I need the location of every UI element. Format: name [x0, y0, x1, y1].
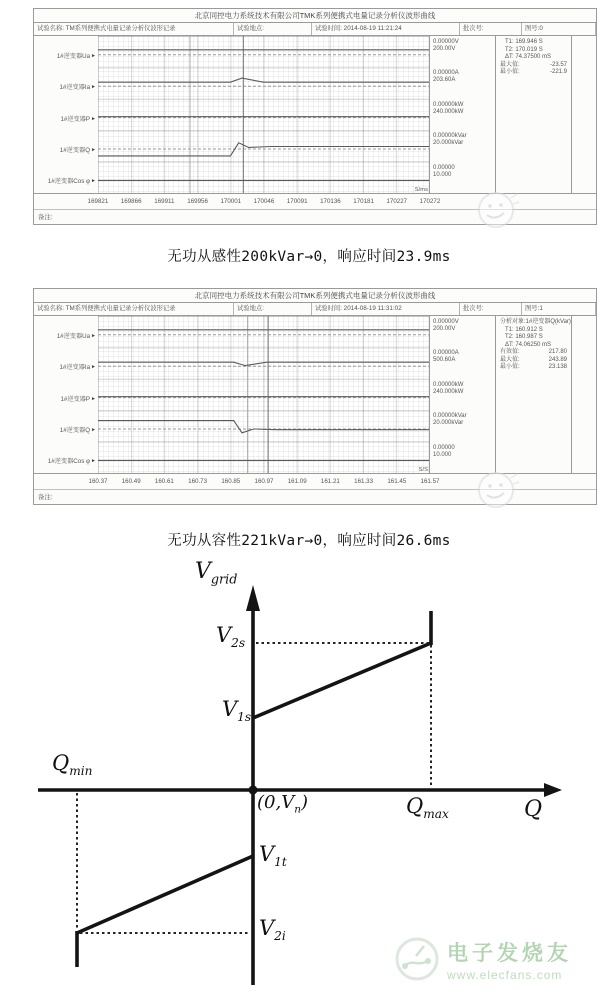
- x-tick: 161.57: [420, 478, 440, 485]
- x-tick: 160.85: [221, 478, 241, 485]
- q-axis-arrow-icon: [544, 783, 562, 797]
- note-row: 备注:: [38, 214, 53, 221]
- chart-info-row: [34, 23, 596, 36]
- analysis-time-line: ΔT: 74.06250 mS: [505, 341, 552, 348]
- x-tick: 160.49: [121, 478, 141, 485]
- channel-scales: [430, 36, 496, 193]
- x-tick: 160.73: [188, 478, 208, 485]
- label-q-axis: Q: [524, 797, 543, 822]
- vq-droop-diagram: [0, 559, 600, 999]
- waveform-svg: [98, 36, 429, 193]
- channel-label-text: 1#逆变器Q: [59, 427, 91, 434]
- info-cell: 试验地点:: [234, 303, 312, 315]
- channel-scale: [430, 442, 495, 459]
- x-tick: 170136: [320, 198, 341, 205]
- stat-value: 217.80: [548, 349, 567, 355]
- scale-bottom-value: 203.60A: [433, 77, 456, 84]
- analyzer-screenshot-2: [33, 288, 597, 505]
- frame-spacer: [572, 36, 596, 193]
- channel-label-text: 1#逆变器Cos φ: [47, 458, 91, 466]
- trace-2: [98, 78, 429, 82]
- site-watermark: [392, 934, 572, 984]
- scale-bottom-value: 20.000kVar: [433, 420, 464, 427]
- x-tick: 170091: [286, 198, 308, 205]
- channel-label: [59, 362, 96, 371]
- smiley-watermark: [474, 189, 520, 236]
- analysis-time-line: T1: 169.946 S: [505, 39, 543, 45]
- watermark-brand: 电子发烧友: [447, 941, 572, 965]
- channel-label-text: 1#逆变器Q: [59, 147, 91, 154]
- stat-value: 23.138: [548, 364, 567, 370]
- analysis-time-line: T2: 160.987 S: [505, 334, 543, 340]
- analysis-time-line: T2: 170.019 S: [505, 46, 543, 53]
- stat-label: 最大值:: [500, 61, 520, 68]
- trace-marker-icon: ►: [91, 147, 96, 153]
- scale-bottom-value: 200.00V: [433, 326, 456, 332]
- label-v-grid: $V_{grid}$: [195, 559, 238, 588]
- scale-bottom-value: 20.000kVar: [433, 140, 464, 147]
- channel-label: [57, 331, 96, 340]
- stat-label: 最小值:: [500, 364, 520, 370]
- info-cell: 试验名称: TM系列便携式电量记录分析仪波形记录: [34, 23, 234, 35]
- x-tick: 169866: [120, 198, 142, 205]
- stat-label: 最小值:: [500, 69, 520, 75]
- scale-bottom-value: 500.60A: [433, 357, 456, 364]
- smiley-icon: [474, 189, 520, 231]
- channel-scale: [430, 379, 495, 396]
- analysis-stat-row: [500, 364, 568, 372]
- scale-bottom-value: 240.000kW: [433, 388, 464, 395]
- scale-top-value: 0.00000: [433, 444, 455, 451]
- analysis-stat-row: [500, 349, 568, 357]
- channel-labels: [34, 316, 98, 473]
- caption-capacitive: 无功从容性221kVar→0，响应时间26.6ms: [167, 533, 451, 549]
- scale-top-value: 0.00000kVar: [433, 133, 467, 140]
- channel-label: [60, 394, 96, 403]
- scale-top-value: 0.00000kVar: [433, 413, 467, 420]
- x-tick: 161.45: [387, 478, 407, 485]
- analysis-stat-row: [500, 69, 568, 77]
- scale-top-value: 0.00000A: [433, 350, 459, 357]
- info-cell: 试验时间: 2014-08-19 11:31:02: [312, 303, 460, 315]
- x-tick: 170227: [386, 198, 408, 205]
- scale-top-value: 0.00000V: [433, 39, 459, 45]
- note-row: 备注:: [38, 494, 53, 501]
- waveform-plot: [98, 36, 430, 193]
- x-tick: 170046: [253, 198, 275, 205]
- analysis-object-label: 分析对象:: [500, 319, 526, 325]
- channel-label-text: 1#逆变器P: [60, 115, 91, 123]
- chart-info-row: [34, 303, 596, 316]
- smiley-watermark: [474, 469, 520, 516]
- channel-scale: [430, 67, 495, 84]
- channel-scale: [430, 99, 495, 116]
- channel-scale: [430, 162, 495, 179]
- info-cell: 图号:0: [522, 23, 596, 35]
- trace-marker-icon: ►: [91, 52, 96, 59]
- x-tick: 170181: [353, 198, 374, 205]
- analysis-stat-row: [500, 357, 568, 365]
- watermark-url: www.elecfans.com: [447, 967, 563, 982]
- channel-scale: [430, 130, 495, 147]
- trace-marker-icon: ►: [91, 458, 96, 465]
- x-tick: 169821: [87, 198, 109, 205]
- trace-marker-icon: ►: [91, 84, 96, 91]
- frame-spacer: [572, 316, 596, 473]
- scale-bottom-value: 200.00V: [433, 46, 456, 52]
- analysis-panel: [496, 316, 572, 473]
- trace-marker-icon: ►: [91, 178, 96, 185]
- channel-label: [48, 456, 96, 465]
- vq-diagram-canvas: [0, 559, 600, 999]
- channel-label-text: 1#逆变器Cos φ: [47, 178, 91, 186]
- scale-top-value: 0.00000: [433, 164, 455, 171]
- scale-bottom-value: 10.000: [433, 171, 452, 178]
- scale-top-value: 0.00000kW: [433, 381, 464, 388]
- channel-scale: [430, 410, 495, 427]
- scale-bottom-value: 240.000kW: [433, 108, 464, 115]
- waveform-plot: [98, 316, 430, 473]
- channel-label-text: 1#逆变器Ua: [56, 332, 91, 340]
- x-tick: 169956: [187, 198, 208, 205]
- channel-label: [57, 51, 96, 60]
- stat-value: -221.9: [549, 69, 567, 75]
- caption-inductive: 无功从感性200kVar→0，响应时间23.9ms: [167, 249, 451, 265]
- scale-top-value: 0.00000A: [433, 70, 459, 77]
- info-cell: 图号:1: [522, 303, 596, 315]
- label-v-1s: $V_{1s}$: [222, 697, 252, 725]
- trace-marker-icon: ►: [91, 332, 96, 339]
- x-tick: 161.09: [287, 478, 307, 485]
- trace-2: [98, 362, 429, 365]
- x-tick: 170001: [220, 198, 242, 205]
- trace-marker-icon: ►: [91, 115, 96, 122]
- label-v-2i: $V_{2i}$: [259, 916, 286, 944]
- x-tick: 170272: [419, 198, 441, 205]
- analysis-panel: [496, 36, 572, 193]
- trace-marker-icon: ►: [91, 427, 96, 433]
- x-tick: 169911: [154, 198, 175, 205]
- waveform-svg: [98, 316, 429, 473]
- analysis-object-value: 1#逆变器Q(kVar): [525, 319, 571, 325]
- channel-label-text: 1#逆变器P: [60, 395, 91, 403]
- scale-bottom-value: 10.000: [433, 451, 452, 458]
- analysis-object-row: [500, 319, 571, 327]
- v-axis-arrow-icon: [246, 585, 260, 611]
- x-tick: 160.37: [88, 478, 108, 485]
- chart-body: [34, 36, 596, 194]
- x-tick: 160.61: [154, 478, 174, 485]
- stat-value: 243.89: [548, 356, 567, 363]
- analyzer-screenshot-1: [33, 8, 597, 225]
- upper-branch-line: [253, 643, 431, 718]
- channel-label-text: 1#逆变器Ia: [59, 84, 91, 92]
- x-tick: 161.33: [354, 478, 374, 485]
- analysis-time-line: ΔT: 74.37500 mS: [505, 54, 552, 60]
- stat-label: 有效值:: [500, 349, 520, 355]
- trace-marker-icon: ►: [91, 364, 96, 371]
- info-cell: 试验地点:: [234, 23, 312, 35]
- channel-label: [48, 176, 96, 185]
- channel-label: [59, 82, 96, 91]
- label-origin: $(0,V_n)$: [257, 792, 308, 816]
- chart-title: 北京同控电力系统技术有限公司TMK系列便携式电量记录分析仪波形曲线: [34, 9, 596, 23]
- channel-label: [60, 145, 96, 154]
- x-unit: S/S: [418, 467, 428, 473]
- trace-marker-icon: ►: [91, 395, 96, 402]
- x-tick: 160.97: [254, 478, 274, 485]
- smiley-icon: [474, 469, 520, 511]
- info-cell: 批次号:: [460, 23, 522, 35]
- trace-4: [98, 421, 429, 433]
- label-q-min: $Q_{min}$: [52, 751, 93, 779]
- label-q-max: $Q_{max}$: [406, 794, 449, 822]
- analysis-time-line: T1: 160.912 S: [505, 326, 543, 333]
- elecfans-logo-icon: [392, 934, 442, 984]
- info-cell: 试验时间: 2014-08-19 11:21:24: [312, 23, 460, 35]
- channel-scale: [430, 347, 495, 364]
- stat-label: 最大值:: [500, 356, 520, 363]
- label-v-1t: $V_{1t}$: [259, 842, 287, 870]
- channel-label: [60, 425, 96, 434]
- channel-labels: [34, 36, 98, 193]
- stat-value: -23.57: [549, 61, 567, 68]
- chart-title: 北京同控电力系统技术有限公司TMK系列便携式电量记录分析仪波形曲线: [34, 289, 596, 303]
- info-cell: 批次号:: [460, 303, 522, 315]
- info-cell: 试验名称: TM系列便携式电量记录分析仪波形记录: [34, 303, 234, 315]
- channel-label-text: 1#逆变器Ia: [59, 364, 91, 372]
- scale-top-value: 0.00000V: [433, 319, 459, 325]
- scale-top-value: 0.00000kW: [433, 101, 464, 108]
- lower-branch-line: [77, 856, 253, 933]
- x-unit: S/ms: [414, 187, 428, 193]
- channel-label-text: 1#逆变器Ua: [56, 52, 91, 60]
- channel-label: [60, 114, 96, 123]
- label-v-2s: $V_{2s}$: [216, 623, 246, 651]
- x-tick: 161.21: [320, 478, 340, 485]
- channel-scales: [430, 316, 496, 473]
- channel-scale: [430, 316, 495, 333]
- analysis-stat-row: [500, 62, 568, 70]
- channel-scale: [430, 36, 495, 53]
- chart-body: [34, 316, 596, 474]
